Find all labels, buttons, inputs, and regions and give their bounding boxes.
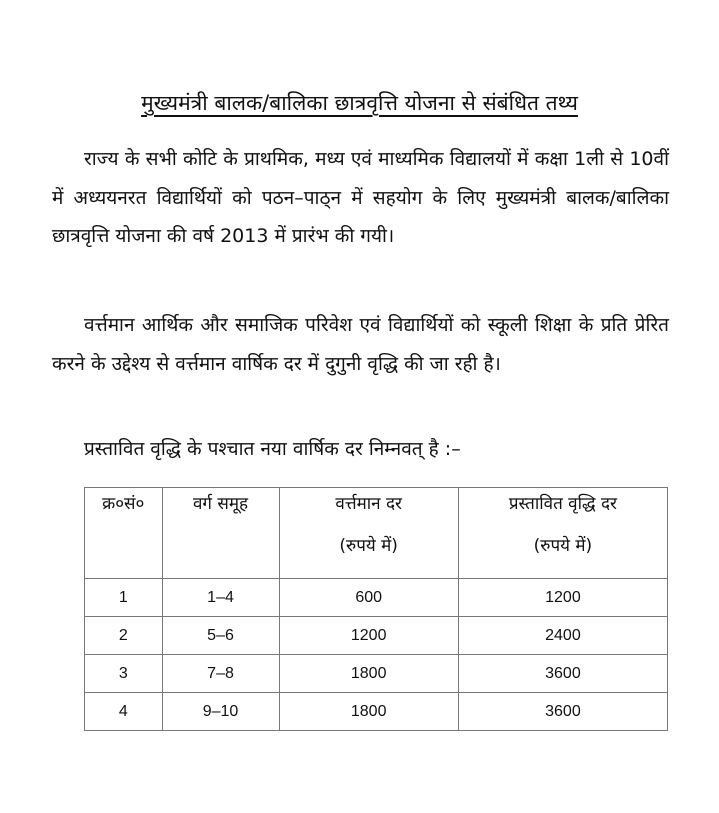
header-current-unit: (रुपये में)	[339, 536, 398, 556]
paragraph-scheme-intro: राज्य के सभी कोटि के प्राथमिक, मध्य एवं माध्यमिक विद्यालयों में कक्षा 1ली से 10वीं में अध्ययनरत विद्यार्थियों को पठन–पाठ्न में सहयोग के लिए मुख्यमंत्री बालक/बालिका छात्रवृत्ति योजना की वर्ष 2013 में प्रारंभ की गयी।	[52, 148, 669, 247]
paragraph-rate-increase: वर्त्तमान आर्थिक और समाजिक परिवेश एवं विद्यार्थियों को स्कूली शिक्षा के प्रति प्रेरित करने के उद्देश्य से वर्त्तमान वार्षिक दर में दुगुनी वृद्धि की जा रही है।	[52, 314, 669, 375]
table-row	[85, 579, 668, 617]
header-current-label: वर्त्तमान दर	[335, 494, 402, 514]
cell-proposed-rate: 2400	[458, 617, 667, 655]
table-header-row	[85, 488, 668, 579]
header-serial	[85, 488, 163, 579]
cell-current-rate: 600	[279, 579, 458, 617]
table-intro-text: प्रस्तावित वृद्धि के पश्चात नया वार्षिक दर निम्नवत् है :–	[84, 438, 461, 460]
cell-group: 7–8	[162, 655, 279, 693]
scholarship-rate-table	[84, 487, 668, 731]
header-serial-label: क्र०सं०	[102, 494, 145, 514]
cell-group: 9–10	[162, 693, 279, 731]
cell-proposed-rate: 3600	[458, 655, 667, 693]
table-row	[85, 693, 668, 731]
header-proposed-label: प्रस्तावित वृद्धि दर	[508, 494, 617, 514]
header-proposed-rate	[458, 488, 667, 579]
cell-serial: 3	[85, 655, 163, 693]
table-row	[85, 655, 668, 693]
cell-serial: 1	[85, 579, 163, 617]
document-title: मुख्यमंत्री बालक/बालिका छात्रवृत्ति योजना से संबंधित तथ्य	[141, 91, 578, 115]
header-group-label: वर्ग समूह	[192, 494, 249, 514]
header-current-rate	[279, 488, 458, 579]
cell-serial: 2	[85, 617, 163, 655]
table-row	[85, 617, 668, 655]
cell-current-rate: 1800	[279, 655, 458, 693]
cell-current-rate: 1200	[279, 617, 458, 655]
cell-serial: 4	[85, 693, 163, 731]
cell-current-rate: 1800	[279, 693, 458, 731]
cell-group: 1–4	[162, 579, 279, 617]
cell-proposed-rate: 1200	[458, 579, 667, 617]
header-group	[162, 488, 279, 579]
cell-group: 5–6	[162, 617, 279, 655]
header-proposed-unit: (रुपये में)	[533, 536, 593, 556]
cell-proposed-rate: 3600	[458, 693, 667, 731]
